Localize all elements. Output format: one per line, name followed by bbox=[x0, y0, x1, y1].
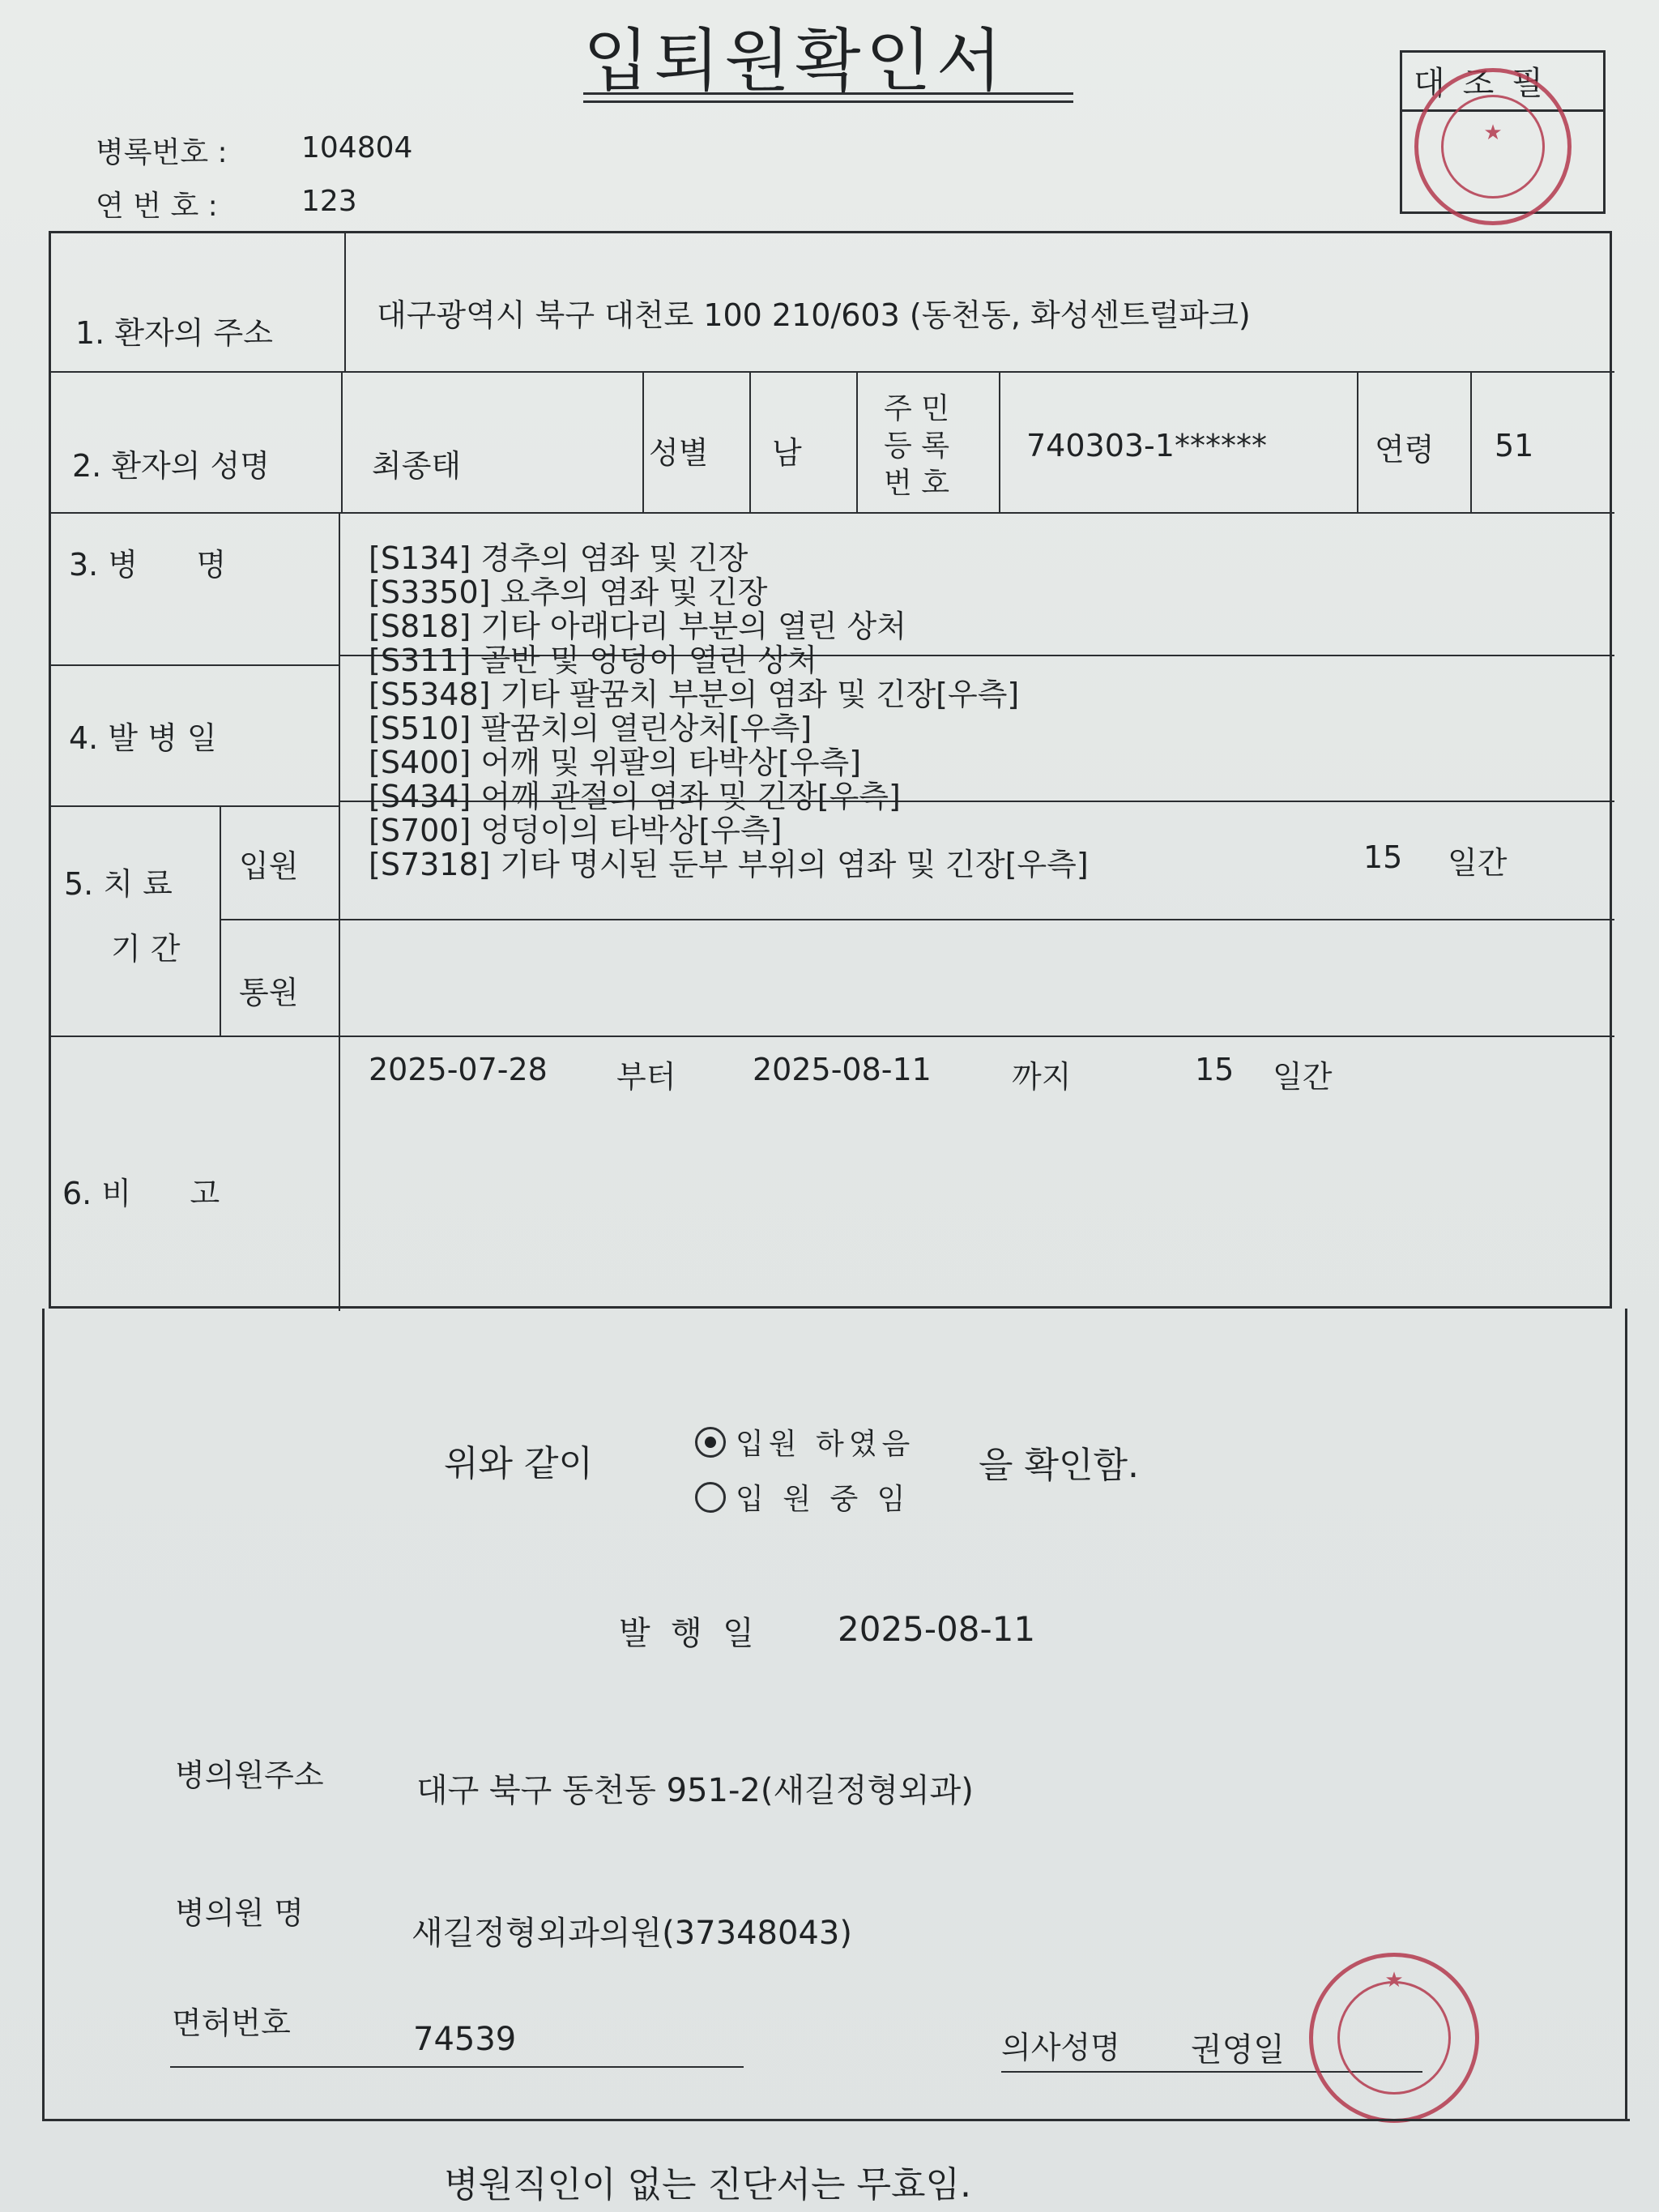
remarks-days-unit: 일간 bbox=[1273, 1059, 1333, 1095]
address-label: 1. 환자의 주소 bbox=[75, 315, 273, 351]
document-title: 입퇴원확인서 bbox=[583, 21, 1007, 100]
footer-note: 병원직인이 없는 진단서는 무효임. bbox=[444, 2164, 971, 2206]
diagnosis-item: [S400] 어깨 및 위팔의 타박상[우측] bbox=[369, 745, 862, 780]
title-underline bbox=[583, 92, 1073, 95]
serial-number: 123 bbox=[301, 185, 357, 218]
option-admitted bbox=[695, 1421, 915, 1463]
patient-address: 대구광역시 북구 대천로 100 210/603 (동천동, 화성센트럴파크) bbox=[377, 297, 1251, 333]
approval-box-label: 대조필 bbox=[1414, 65, 1561, 102]
remarks-from-date: 2025-07-28 bbox=[369, 1052, 548, 1087]
option-admitted-label: 입원 하였음 bbox=[736, 1428, 915, 1461]
diagnosis-item: [S311] 골반 및 엉덩이 열린 상처 bbox=[369, 643, 817, 678]
license-underline bbox=[170, 2066, 744, 2068]
age-label: 연령 bbox=[1375, 432, 1435, 468]
disease-label: 3. 병 명 bbox=[69, 547, 227, 583]
issue-date-label: 발 행 일 bbox=[619, 1615, 754, 1652]
hospital-address-label: 병의원주소 bbox=[175, 1757, 324, 1793]
radio-selected-icon bbox=[695, 1427, 726, 1458]
approval-seal-stamp: ★ bbox=[1414, 68, 1572, 225]
hospital-name: 새길정형외과의원(37348043) bbox=[412, 1915, 852, 1952]
inpatient-days: 15 bbox=[1363, 839, 1403, 875]
remarks-days: 15 bbox=[1195, 1052, 1235, 1087]
confirm-suffix: 을 확인함. bbox=[979, 1445, 1139, 1486]
issue-date: 2025-08-11 bbox=[838, 1609, 1036, 1649]
record-number: 104804 bbox=[301, 131, 413, 164]
page-left-rule bbox=[42, 1309, 45, 2119]
remarks-to-word: 까지 bbox=[1012, 1059, 1072, 1095]
rrn-label-line2: 등 록 bbox=[884, 429, 949, 463]
remarks-label: 6. 비 고 bbox=[62, 1176, 220, 1211]
radio-empty-icon bbox=[695, 1482, 726, 1513]
option-inpatient bbox=[695, 1476, 910, 1518]
remarks-from-word: 부터 bbox=[616, 1059, 676, 1095]
diagnosis-item: [S434] 어깨 관절의 염좌 및 긴장[우측] bbox=[369, 779, 901, 814]
page-bottom-rule bbox=[42, 2119, 1630, 2121]
treatment-label: 5. 치 료 bbox=[64, 866, 173, 902]
hospital-name-label: 병의원 명 bbox=[175, 1895, 304, 1931]
doctor-name: 권영일 bbox=[1191, 2031, 1285, 2069]
sex-label: 성별 bbox=[649, 435, 709, 471]
diagnosis-item: [S3350] 요추의 염좌 및 긴장 bbox=[369, 574, 768, 610]
diagnosis-item: [S134] 경추의 염좌 및 긴장 bbox=[369, 540, 748, 576]
onset-label: 4. 발 병 일 bbox=[69, 720, 217, 756]
confirm-prefix: 위와 같이 bbox=[444, 1443, 594, 1484]
treatment-label-period: 기 간 bbox=[111, 931, 181, 967]
diagnosis-item: [S5348] 기타 팔꿈치 부분의 염좌 및 긴장[우측] bbox=[369, 677, 1020, 712]
hospital-address: 대구 북구 동천동 951-2(새길정형외과) bbox=[416, 1772, 974, 1809]
name-label: 2. 환자의 성명 bbox=[72, 448, 270, 484]
page-right-rule bbox=[1625, 1309, 1627, 2119]
patient-name: 최종태 bbox=[372, 448, 462, 484]
hospital-seal-stamp: ★ bbox=[1309, 1953, 1479, 2123]
rrn-label-line1: 주 민 bbox=[884, 392, 949, 425]
outpatient-label: 통원 bbox=[239, 975, 299, 1010]
license-label: 면허번호 bbox=[172, 2005, 291, 2041]
diagnosis-item: [S700] 엉덩이의 타박상[우측] bbox=[369, 813, 783, 848]
info-form-table bbox=[49, 231, 1612, 1309]
record-number-label: 병록번호 : bbox=[96, 136, 228, 169]
inpatient-days-unit: 일간 bbox=[1448, 845, 1508, 881]
patient-rrn: 740303-1****** bbox=[1026, 428, 1267, 463]
option-inpatient-label: 입 원 중 임 bbox=[736, 1483, 911, 1516]
license-number: 74539 bbox=[413, 2021, 517, 2058]
patient-age: 51 bbox=[1495, 428, 1534, 463]
serial-number-label: 연 번 호 : bbox=[96, 190, 218, 223]
diagnosis-item: [S818] 기타 아래다리 부분의 열린 상처 bbox=[369, 609, 906, 644]
diagnosis-item: [S7318] 기타 명시된 둔부 부위의 염좌 및 긴장[우측] bbox=[369, 847, 1089, 882]
remarks-to-date: 2025-08-11 bbox=[753, 1052, 932, 1087]
title-underline-double bbox=[583, 100, 1073, 103]
inpatient-label: 입원 bbox=[239, 848, 299, 884]
doctor-name-label: 의사성명 bbox=[1001, 2030, 1120, 2065]
diagnosis-item: [S510] 팔꿈치의 열린상처[우측] bbox=[369, 711, 812, 746]
patient-sex: 남 bbox=[772, 435, 802, 471]
rrn-label-line3: 번 호 bbox=[884, 467, 949, 500]
